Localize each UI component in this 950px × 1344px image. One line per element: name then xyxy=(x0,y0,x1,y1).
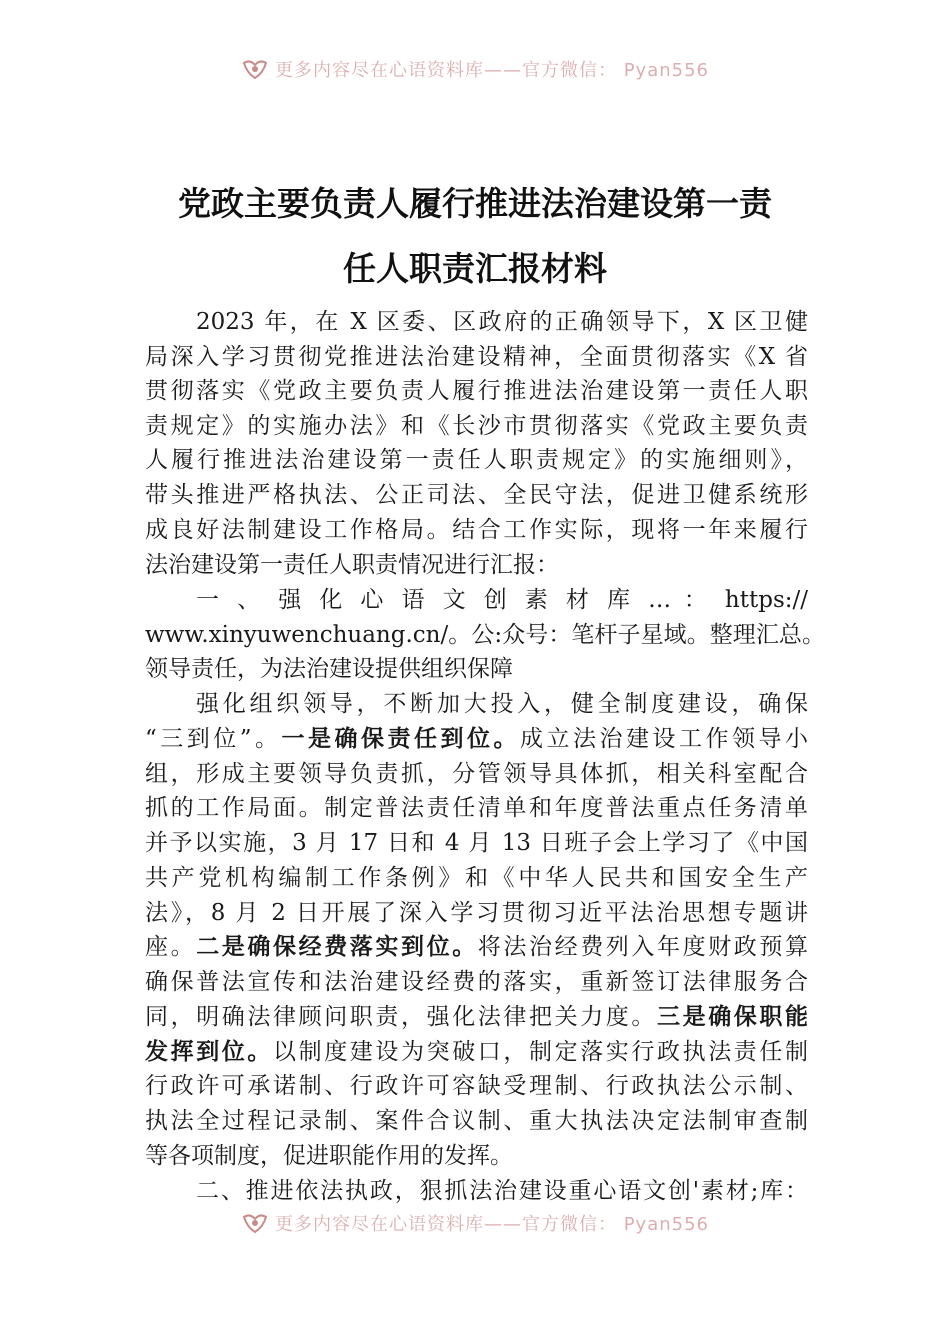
section-heading-line: 二、推进依法执政，狠抓法治建设重心语文创'素材;库： xyxy=(196,1178,808,1204)
bold-lead-phrase: 一是确保责任到位。 xyxy=(281,725,521,752)
watermark-logo-icon xyxy=(241,1211,269,1235)
paragraph-line: 确保普法宣传和法治建设经费的落实，重新签订法律服务合 xyxy=(145,969,808,995)
text-run: “三到位”。 xyxy=(145,726,282,752)
paragraph-line: 组，形成主要领导负责抓，分管领导具体抓，相关科室配合 xyxy=(145,761,808,787)
paragraph-line: 共产党机构编制工作条例》和《中华人民共和国安全生产 xyxy=(145,865,808,891)
paragraph-line xyxy=(145,930,808,964)
paragraph-line: 等各项制度，促进职能作用的发挥。 xyxy=(145,1143,513,1169)
paragraph-line: 2023 年，在 X 区委、区政府的正确领导下，X 区卫健 xyxy=(196,309,808,335)
text-run: 以制度建设为突破口，制定落实行政执法责任制 xyxy=(273,1039,808,1065)
watermark-logo-icon xyxy=(241,57,269,81)
header-watermark xyxy=(0,54,950,84)
section-heading-line: 领导责任，为法治建设提供组织保障 xyxy=(145,656,513,682)
paragraph-line xyxy=(145,722,808,756)
paragraph-line: 带头推进严格执法、公正司法、全民守法，促进卫健系统形 xyxy=(145,482,808,508)
text-run: 同，明确法律顾问职责，强化法律把关力度。 xyxy=(145,1004,657,1030)
paragraph-line: 强化组织领导，不断加大投入，健全制度建设，确保 xyxy=(196,691,808,717)
paragraph-line: 局深入学习贯彻党推进法治建设精神，全面贯彻落实《X 省 xyxy=(145,344,808,370)
watermark-text: 更多内容尽在心语资料库——官方微信： Pyan556 xyxy=(274,1214,710,1235)
paragraph-line: 贯彻落实《党政主要负责人履行推进法治建设第一责任人职 xyxy=(145,378,808,404)
text-run: 座。 xyxy=(145,934,197,960)
paragraph-line xyxy=(145,1000,808,1034)
footer-watermark xyxy=(0,1208,950,1238)
paragraph-line: 执法全过程记录制、案件合议制、重大执法决定法制审查制 xyxy=(145,1108,808,1134)
paragraph-line: 人履行推进法治建设第一责任人职责规定》的实施细则》， xyxy=(145,447,808,473)
paragraph-line: 成良好法制建设工作格局。结合工作实际，现将一年来履行 xyxy=(145,517,808,543)
section-heading-line: 一 、 强 化 心 语 文 创 素 材 库 … ： https:// xyxy=(196,587,808,613)
document-title-line-2: 任人职责汇报材料 xyxy=(343,249,607,288)
paragraph-line: 并予以实施，3 月 17 日和 4 月 13 日班子会上学习了《中国 xyxy=(145,830,808,856)
paragraph-line xyxy=(145,1035,808,1069)
bold-lead-phrase: 发挥到位。 xyxy=(145,1038,273,1065)
bold-lead-phrase: 三是确保职能 xyxy=(657,1003,808,1030)
paragraph-line: 行政许可承诺制、行政许可容缺受理制、行政执法公示制、 xyxy=(145,1073,808,1099)
paragraph-line: 责规定》的实施办法》和《长沙市贯彻落实《党政主要负责 xyxy=(145,413,808,439)
text-run: 将法治经费列入年度财政预算 xyxy=(477,934,808,960)
paragraph-line: 抓的工作局面。制定普法责任清单和年度普法重点任务清单 xyxy=(145,795,808,821)
bold-lead-phrase: 二是确保经费落实到位。 xyxy=(196,933,478,960)
document-title-line-1: 党政主要负责人履行推进法治建设第一责 xyxy=(178,184,772,223)
watermark-text: 更多内容尽在心语资料库——官方微信： Pyan556 xyxy=(274,60,710,81)
paragraph-line: 法治建设第一责任人职责情况进行汇报： xyxy=(145,552,559,578)
paragraph-line: 法》，8 月 2 日开展了深入学习贯彻习近平法治思想专题讲 xyxy=(145,900,808,926)
section-heading-line: www.xinyuwenchuang.cn/。公:众号：笔杆子星域。整理汇总。 xyxy=(145,622,825,648)
text-run: 成立法治建设工作领导小 xyxy=(520,726,808,752)
